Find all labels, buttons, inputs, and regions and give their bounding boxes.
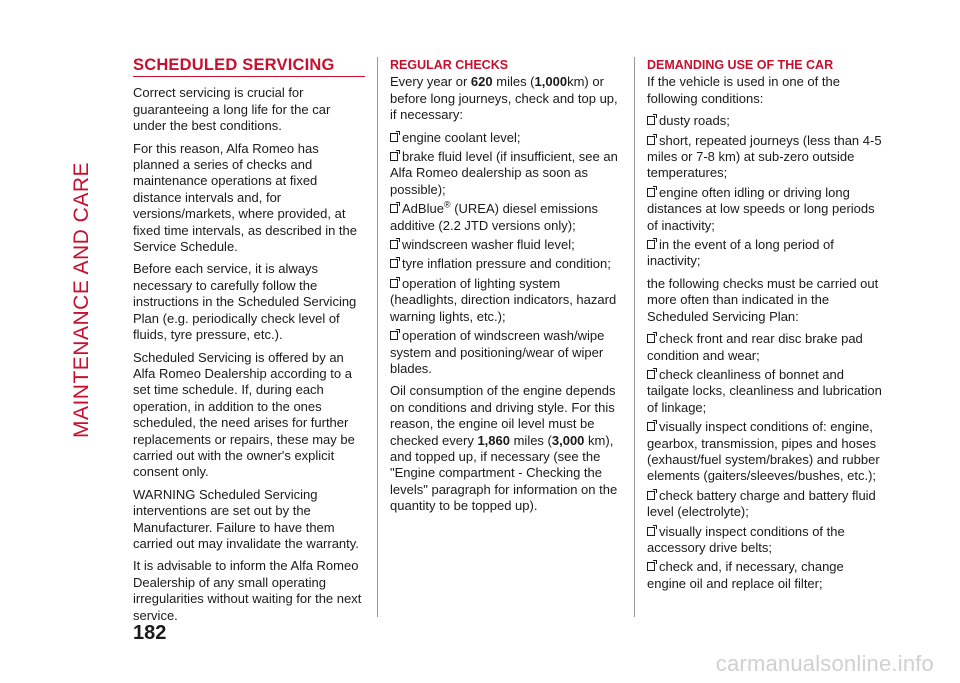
list-item-text: visually inspect conditions of the accessory drive belts;	[647, 523, 845, 555]
watermark: carmanualsonline.info	[715, 651, 934, 676]
list-item	[647, 488, 883, 521]
text-run: Every year or	[390, 74, 471, 90]
list-item-text: dusty roads;	[659, 113, 730, 129]
checkbox-bullet-icon	[390, 279, 398, 288]
column-regular-checks	[390, 57, 622, 521]
intro-paragraph	[390, 74, 622, 123]
list-item	[390, 237, 622, 253]
list-item-text: tyre inflation pressure and condition;	[402, 256, 611, 272]
text-run: km) or before long journeys, check and top up, if necessary:	[390, 74, 618, 123]
list-item	[647, 133, 883, 182]
page-number: 182	[133, 622, 167, 644]
checkbox-bullet-icon	[390, 331, 398, 340]
list-item-text: check battery charge and battery fluid level (electrolyte);	[647, 487, 876, 520]
checkbox-bullet-icon	[647, 491, 655, 500]
text-run: km), and topped up, if necessary (see the "Engine compartment - Checking the levels" paragraph for information on the quantity to be topped up).	[390, 432, 618, 514]
list-item-text: brake fluid level (if insufficient, see an Alfa Romeo dealership as soon as possible);	[390, 149, 618, 197]
registered-mark: ®	[443, 199, 451, 210]
checks-list	[390, 130, 622, 378]
checkbox-bullet-icon	[390, 133, 398, 142]
checkbox-bullet-icon	[647, 422, 655, 431]
checkbox-bullet-icon	[390, 259, 398, 268]
distance-value: 3,000	[551, 432, 585, 448]
paragraph: Scheduled Servicing is offered by an Alfa Romeo Dealership according to a set time schedule. If, during each operation, in addition to the ones scheduled, the need arises for further replacements or repairs, these may be carried out with the owner's explicit consent only.	[133, 349, 355, 480]
list-item	[647, 331, 883, 364]
section-heading: DEMANDING USE OF THE CAR	[647, 58, 834, 72]
list-item-text: check and, if necessary, change engine oil and replace oil filter;	[647, 559, 844, 591]
checkbox-bullet-icon	[390, 152, 398, 161]
list-item-text: windscreen washer fluid level;	[402, 237, 575, 253]
side-title-text: MAINTENANCE AND CARE	[70, 161, 93, 439]
paragraph: It is advisable to inform the Alfa Romeo Dealership of any small operating irregularities without waiting for the next service.	[133, 558, 362, 623]
list-item	[647, 237, 883, 270]
warning-paragraph: WARNING Scheduled Servicing interventions are set out by the Manufacturer. Failure to have them carried out may invalidate the warranty.	[133, 486, 359, 551]
list-item-text: check cleanliness of bonnet and tailgate locks, cleanliness and lubrication of linkage;	[647, 366, 882, 415]
list-item-text: check front and rear disc brake pad condition and wear;	[647, 331, 863, 363]
checkbox-bullet-icon	[647, 188, 655, 197]
list-item	[647, 113, 883, 129]
checkbox-bullet-icon	[390, 204, 398, 213]
section-heading: REGULAR CHECKS	[390, 58, 509, 72]
distance-value: 1,860	[477, 432, 510, 448]
list-item	[390, 130, 622, 146]
list-item	[390, 276, 622, 325]
distance-value: 1,000	[534, 74, 568, 90]
text-run: miles (	[492, 74, 535, 90]
checkbox-bullet-icon	[647, 370, 655, 379]
middle-paragraph: the following checks must be carried out more often than indicated in the Scheduled Servicing Plan:	[647, 275, 879, 324]
list-item	[647, 524, 883, 557]
checkbox-bullet-icon	[647, 527, 655, 536]
checkbox-bullet-icon	[647, 136, 655, 145]
paragraph: For this reason, Alfa Romeo has planned a series of checks and maintenance operations at fixed distance intervals and, for versions/markets, where provided, at fixed time intervals, as described in the Service Schedule.	[133, 140, 357, 255]
intro-paragraph: If the vehicle is used in one of the following conditions:	[647, 74, 840, 106]
checkbox-bullet-icon	[647, 240, 655, 249]
list-item	[390, 256, 622, 272]
column-scheduled-servicing	[133, 57, 365, 630]
list-item	[390, 328, 622, 377]
text-run: Oil consumption of the engine depends on conditions and driving style. For this reason, the engine oil level must be checked every	[390, 383, 616, 448]
list-item-text: in the event of a long period of inactivity;	[647, 237, 834, 269]
checkbox-bullet-icon	[647, 116, 655, 125]
list-item-text: visually inspect conditions of: engine, gearbox, transmission, pipes and hoses (exhaust/fuel system/brakes) and rubber elements (gaiters/sleeves/bushes, etc.);	[647, 419, 880, 484]
checks-list	[647, 331, 883, 592]
list-item-text: short, repeated journeys (less than 4-5 miles or 7-8 km) at sub-zero outside temperatures;	[647, 132, 882, 181]
paragraph: Correct servicing is crucial for guaranteeing a long life for the car under the best conditions.	[133, 85, 331, 134]
oil-paragraph	[390, 383, 622, 514]
list-item	[647, 419, 883, 485]
page-title: SCHEDULED SERVICING	[133, 57, 365, 77]
list-item	[647, 367, 883, 416]
list-item-text: operation of windscreen wash/wipe system and positioning/wear of wiper blades.	[390, 328, 605, 376]
paragraph: Before each service, it is always necessary to carefully follow the instructions in the Scheduled Servicing Plan (e.g. periodically check level of fluids, tyre pressure, etc.).	[133, 261, 357, 343]
list-item	[390, 201, 622, 234]
list-item	[647, 559, 883, 592]
adblue-name: AdBlue	[402, 201, 444, 217]
list-item	[390, 149, 622, 198]
column-demanding-use	[647, 57, 883, 598]
distance-value: 620	[470, 74, 493, 90]
checkbox-bullet-icon	[647, 562, 655, 571]
list-item	[647, 185, 883, 234]
checkbox-bullet-icon	[647, 334, 655, 343]
column-divider-1	[377, 57, 378, 617]
list-item-text: operation of lighting system (headlights, direction indicators, hazard warning lights, etc.);	[390, 275, 617, 324]
column-divider-2	[634, 57, 635, 617]
list-item-text: engine often idling or driving long distances at low speeds or long periods of inactivity;	[647, 184, 875, 233]
list-item-text: (UREA) diesel emissions additive (2.2 JTD versions only);	[390, 201, 598, 233]
checkbox-bullet-icon	[390, 240, 398, 249]
list-item-text: engine coolant level;	[402, 129, 521, 145]
conditions-list	[647, 113, 883, 270]
text-run: miles (	[509, 432, 552, 448]
